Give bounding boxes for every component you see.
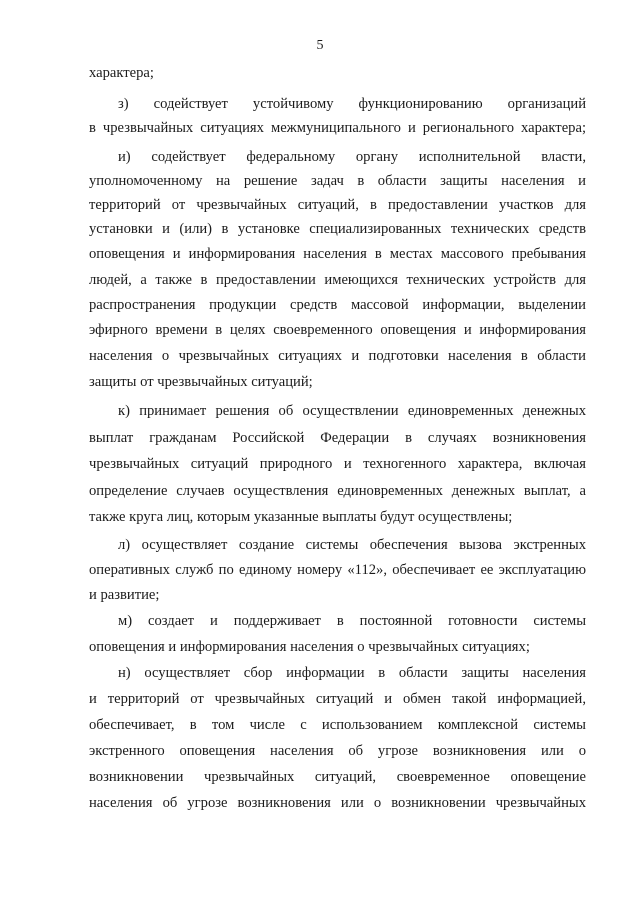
text-line: оперативных служб по единому номеру «112», обеспечивает ее эксплуатацию — [89, 562, 586, 578]
page-number: 5 — [316, 38, 324, 53]
text-line: к) принимает решения об осуществлении единовременных денежных — [118, 403, 586, 419]
text-line: экстренного оповещения населения об угрозе возникновения или о — [89, 743, 586, 759]
text-line: населения о чрезвычайных ситуациях и подготовки населения в области — [89, 348, 586, 364]
text-line: выплат гражданам Российской Федерации в случаях возникновения — [89, 430, 586, 446]
text-line: в чрезвычайных ситуациях межмуниципального и регионального характера; — [89, 120, 586, 136]
text-line: и) содействует федеральному органу исполнительной власти, — [118, 149, 586, 165]
text-line: людей, а также в предоставлении имеющихся технических устройств для — [89, 272, 586, 288]
text-line: оповещения и информирования населения в местах массового пребывания — [89, 246, 586, 262]
text-line: м) создает и поддерживает в постоянной готовности системы — [118, 613, 586, 629]
text-line: оповещения и информирования населения о чрезвычайных ситуациях; — [89, 639, 530, 655]
text-line: л) осуществляет создание системы обеспечения вызова экстренных — [118, 537, 586, 553]
text-line: н) осуществляет сбор информации в области защиты населения — [118, 665, 586, 681]
text-line: также круга лиц, которым указанные выплаты будут осуществлены; — [89, 509, 513, 525]
text-line: характера; — [89, 65, 154, 81]
text-line: и территорий от чрезвычайных ситуаций и обмен такой информацией, — [89, 691, 586, 707]
text-line: установки и (или) в установке специализированных технических средств — [89, 221, 586, 237]
text-line: уполномоченному на решение задач в области защиты населения и — [89, 173, 586, 189]
text-line: защиты от чрезвычайных ситуаций; — [89, 374, 313, 390]
text-line: з) содействует устойчивому функционированию организаций — [118, 96, 586, 112]
text-line: обеспечивает, в том числе с использованием комплексной системы — [89, 717, 586, 733]
text-line: распространения продукции средств массовой информации, выделении — [89, 297, 586, 313]
text-line: территорий от чрезвычайных ситуаций, в предоставлении участков для — [89, 197, 586, 213]
text-line: населения об угрозе возникновения или о возникновении чрезвычайных — [89, 795, 586, 811]
text-line: чрезвычайных ситуаций природного и техногенного характера, включая — [89, 456, 586, 472]
text-line: определение случаев осуществления единовременных денежных выплат, а — [89, 483, 586, 499]
text-line: эфирного времени в целях своевременного оповещения и информирования — [89, 322, 586, 338]
text-line: возникновении чрезвычайных ситуаций, своевременное оповещение — [89, 769, 586, 785]
text-line: и развитие; — [89, 587, 160, 603]
